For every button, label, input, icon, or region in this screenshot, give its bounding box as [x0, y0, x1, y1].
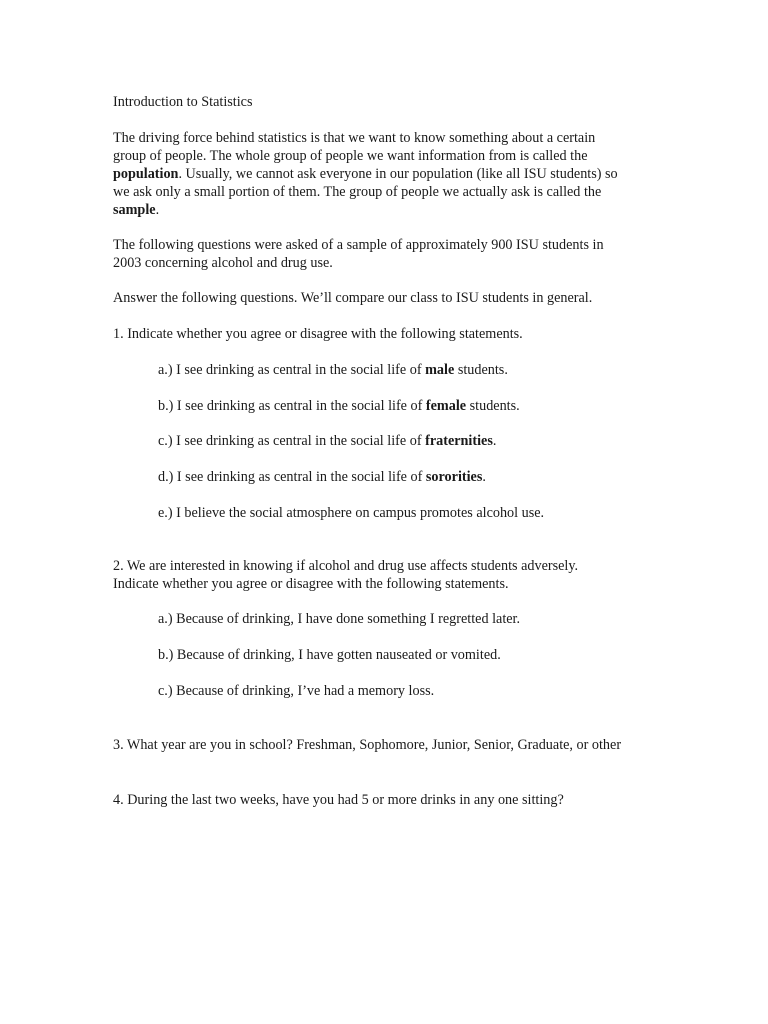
question-2-item-b: b.) Because of drinking, I have gotten nauseated or vomited. [158, 647, 501, 663]
question-1-item-a [158, 361, 508, 379]
question-1-item-b [158, 397, 520, 415]
item-text-end: students. [466, 398, 520, 414]
question-2-prompt-line-1: 2. We are interested in knowing if alcohol and drug use affects students adversely. [113, 558, 579, 574]
item-text: e.) I believe the social atmosphere on campus promotes alcohol use. [158, 505, 545, 521]
question-1-prompt: 1. Indicate whether you agree or disagree with the following statements. [113, 326, 523, 342]
intro-line-5-text: . [155, 202, 160, 218]
document-title: Introduction to Statistics [113, 94, 253, 110]
item-bold-term: sororities [425, 469, 483, 485]
question-2-item-c: c.) Because of drinking, I’ve had a memory loss. [158, 683, 435, 699]
item-text: d.) I see drinking as central in the social life of [158, 469, 426, 485]
item-text-end: students. [454, 362, 508, 378]
intro-line-3-text: . Usually, we cannot ask everyone in our population (like all ISU students) so [178, 166, 618, 182]
item-text: c.) I see drinking as central in the social life of [158, 433, 426, 449]
item-text-end: . [492, 433, 497, 449]
question-1-item-e [158, 504, 544, 522]
item-text: a.) I see drinking as central in the social life of [158, 362, 426, 378]
question-1-item-c [158, 432, 496, 450]
intro-line-1: The driving force behind statistics is that we want to know something about a certain [113, 130, 596, 146]
sample-info-line-2: 2003 concerning alcohol and drug use. [113, 255, 333, 271]
sample-info-line-1: The following questions were asked of a sample of approximately 900 ISU students in [113, 237, 604, 253]
item-bold-term: fraternities [425, 433, 493, 449]
question-4: 4. During the last two weeks, have you had 5 or more drinks in any one sitting? [113, 792, 564, 808]
question-2-prompt-line-2: Indicate whether you agree or disagree with the following statements. [113, 576, 509, 592]
instructions: Answer the following questions. We’ll compare our class to ISU students in general. [113, 290, 593, 306]
item-text: b.) I see drinking as central in the social life of [158, 398, 426, 414]
term-population: population [113, 166, 179, 182]
question-1-item-d [158, 468, 486, 486]
question-2-item-a: a.) Because of drinking, I have done something I regretted later. [158, 611, 521, 627]
item-bold-term: male [425, 362, 455, 378]
item-bold-term: female [425, 398, 467, 414]
item-text-end: . [482, 469, 486, 485]
intro-line-3 [113, 165, 618, 183]
term-sample: sample [113, 202, 156, 218]
intro-line-2: group of people. The whole group of people we want information from is called the [113, 148, 588, 164]
intro-line-5 [113, 201, 159, 219]
question-3: 3. What year are you in school? Freshman, Sophomore, Junior, Senior, Graduate, or other [113, 737, 622, 753]
intro-line-4: we ask only a small portion of them. The group of people we actually ask is called the [113, 184, 602, 200]
